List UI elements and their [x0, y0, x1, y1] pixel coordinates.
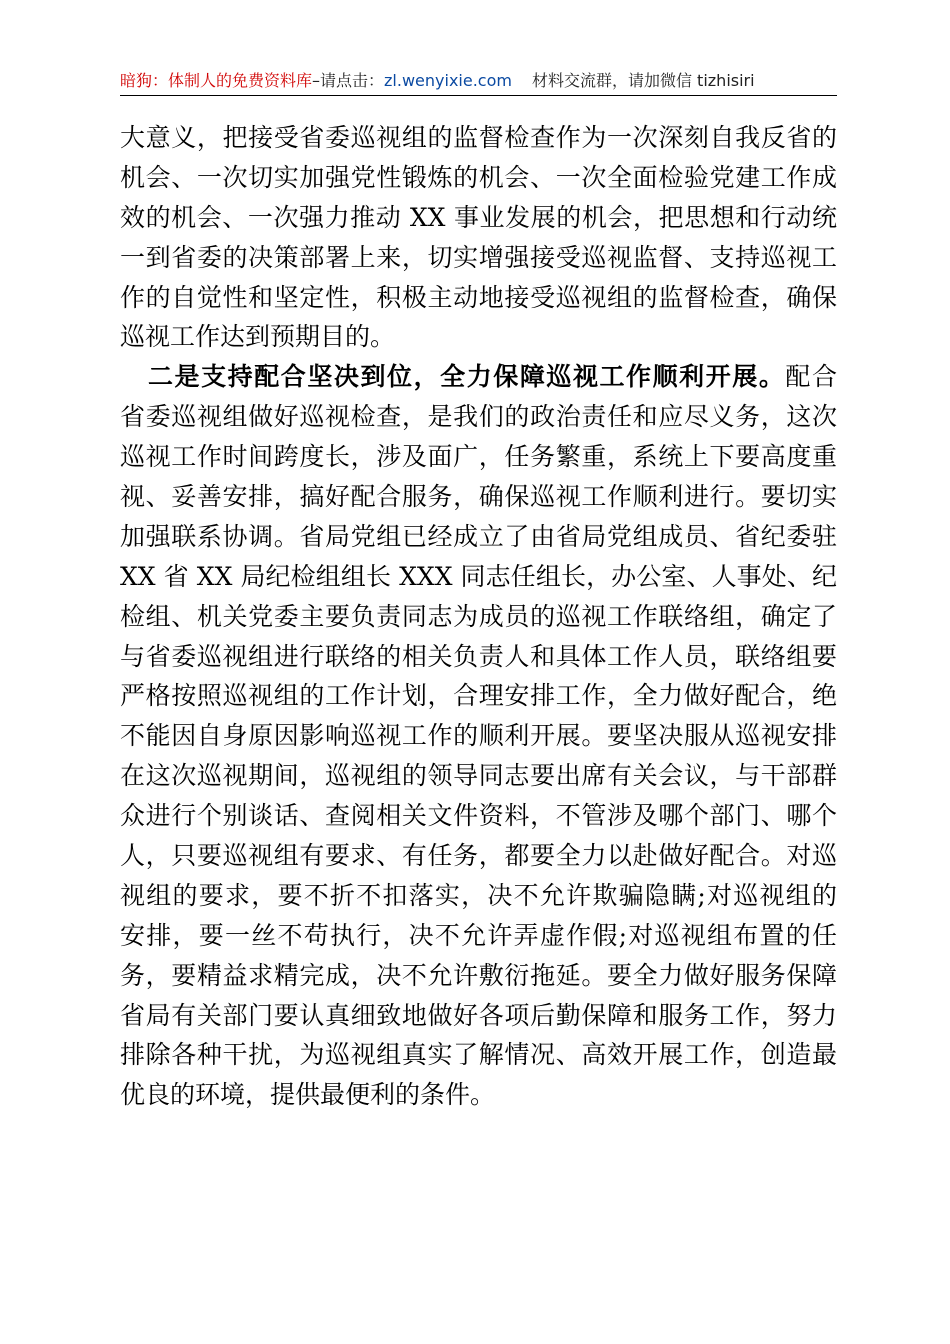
text-line: 安排，要一丝不苟执行，决不允许弄虚作假;对巡视组布置的任 [120, 920, 837, 950]
text-line: 巡视工作时间跨度长，涉及面广，任务繁重，系统上下要高度重 [120, 442, 837, 472]
text-line: 机会、一次切实加强党性锻炼的机会、一次全面检验党建工作成 [120, 162, 837, 192]
text-line: XX 省 XX 局纪检组组长 XXX 同志任组长，办公室、人事处、纪 [120, 561, 837, 591]
text-line: 检组、机关党委主要负责同志为成员的巡视工作联络组，确定了 [120, 601, 837, 631]
text-line: 务，要精益求精完成，决不允许敷衍拖延。要全力做好服务保障 [120, 960, 837, 990]
paragraph-heading-line [120, 357, 837, 397]
text-line: 视、妥善安排，搞好配合服务，确保巡视工作顺利进行。要切实 [120, 482, 837, 512]
text-line: 在这次巡视期间，巡视组的领导同志要出席有关会议，与干部群 [120, 761, 837, 791]
text-line: 作的自觉性和坚定性，积极主动地接受巡视组的监督检查，确保 [120, 282, 837, 312]
text-line: 省局有关部门要认真细致地做好各项后勤保障和服务工作，努力 [120, 1000, 837, 1030]
text-line: 一到省委的决策部署上来，切实增强接受巡视监督、支持巡视工 [120, 242, 837, 272]
header-brand: 暗狗：体制人的免费资料库 [120, 71, 313, 90]
paragraph-heading-rest: 配合 [785, 362, 837, 392]
document-body [120, 118, 837, 1115]
header-url-link[interactable]: zl.wenyixie.com [384, 71, 512, 90]
text-line: 优良的环境，提供最便利的条件。 [120, 1080, 496, 1110]
paragraph-heading: 二是支持配合坚决到位，全力保障巡视工作顺利开展。 [148, 362, 786, 392]
header-contact: 材料交流群，请加微信 tizhisiri [531, 71, 755, 90]
text-line: 省委巡视组做好巡视检查，是我们的政治责任和应尽义务，这次 [120, 402, 837, 432]
text-line: 与省委巡视组进行联络的相关负责人和具体工作人员，联络组要 [120, 641, 837, 671]
text-line: 人，只要巡视组有要求、有任务，都要全力以赴做好配合。对巡 [120, 841, 837, 871]
text-line: 严格按照巡视组的工作计划，合理安排工作，全力做好配合，绝 [120, 681, 837, 711]
text-line: 视组的要求，要不折不扣落实，决不允许欺骗隐瞒;对巡视组的 [120, 880, 837, 910]
text-line: 排除各种干扰，为巡视组真实了解情况、高效开展工作，创造最 [120, 1040, 837, 1070]
text-line: 大意义，把接受省委巡视组的监督检查作为一次深刻自我反省的 [120, 123, 837, 152]
page-header [120, 70, 837, 92]
text-line: 不能因自身原因影响巡视工作的顺利开展。要坚决服从巡视安排 [120, 721, 837, 751]
header-prompt: –请点击： [312, 71, 385, 90]
text-line: 效的机会、一次强力推动 XX 事业发展的机会，把思想和行动统 [120, 202, 837, 232]
text-line: 众进行个别谈话、查阅相关文件资料，不管涉及哪个部门、哪个 [120, 801, 837, 831]
text-line: 巡视工作达到预期目的。 [120, 322, 396, 352]
text-line: 加强联系协调。省局党组已经成立了由省局党组成员、省纪委驻 [120, 521, 837, 551]
header-rule [120, 95, 837, 96]
